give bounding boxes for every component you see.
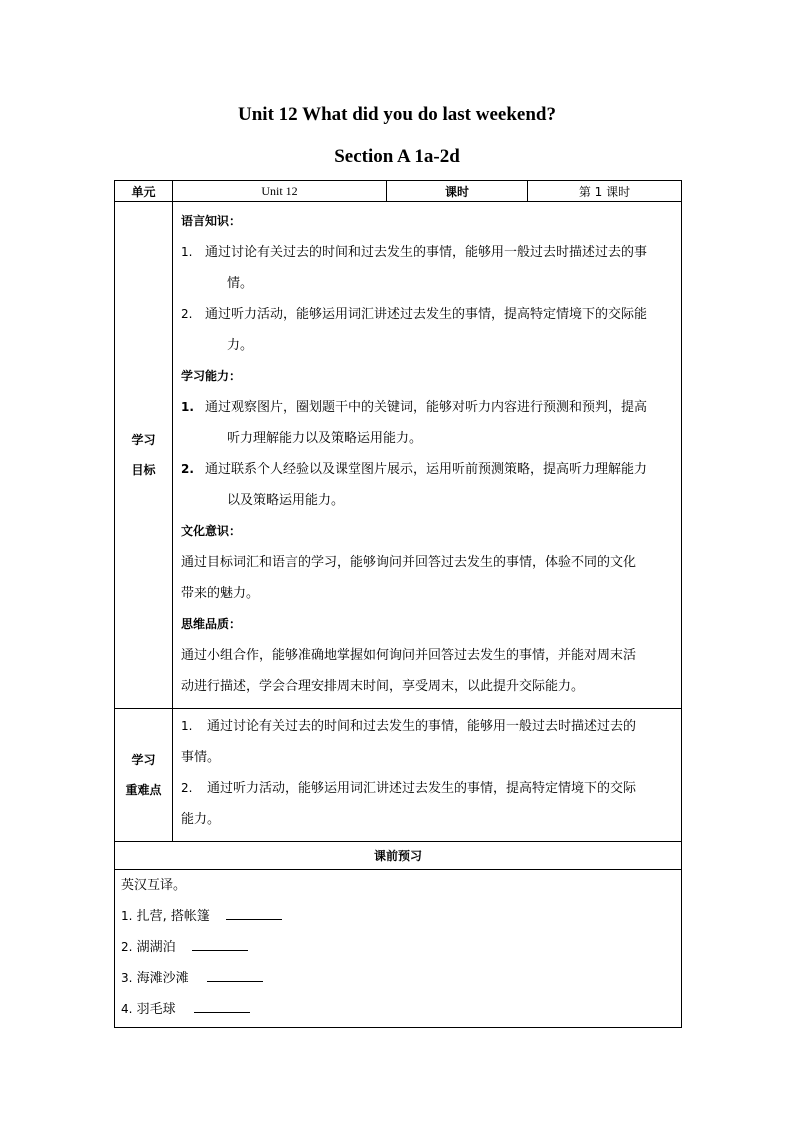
answer-blank[interactable] xyxy=(226,907,282,920)
answer-blank[interactable] xyxy=(207,969,263,982)
unit-label: 单元 xyxy=(115,181,173,202)
list-item: 2. 通过听力活动，能够运用词汇讲述过去发生的事情，提高特定情境下的交际能 力。 xyxy=(181,307,648,353)
preview-item: 2. 湖湖泊 xyxy=(121,932,675,963)
list-item: 2. 通过联系个人经验以及课堂图片展示，运用听前预测策略，提高听力理解能力 以及策略运用能力。 xyxy=(181,462,648,508)
preview-title-row xyxy=(115,842,682,870)
preview-instruction: 英汉互译。 xyxy=(121,878,187,893)
language-knowledge-heading: 语言知识： xyxy=(181,214,242,228)
list-item: 1. 通过讨论有关过去的时间和过去发生的事情，能够用一般过去时描述过去的事 情。 xyxy=(181,245,648,291)
keypoints-content xyxy=(173,709,682,842)
answer-blank[interactable] xyxy=(192,938,248,951)
preview-row xyxy=(115,870,682,1028)
answer-blank[interactable] xyxy=(194,1000,250,1013)
preview-title: 课前预习 xyxy=(115,842,682,870)
period-value: 第 1 课时 xyxy=(528,181,682,202)
culture-text: 通过目标词汇和语言的学习，能够询问并回答过去发生的事情，体验不同的文化 带来的魅力。 xyxy=(181,555,637,601)
keypoints-row xyxy=(115,709,682,842)
learning-ability-heading: 学习能力： xyxy=(181,369,242,383)
keypoints-side-label: 学习 重难点 xyxy=(115,709,173,842)
document-title: Unit 12 What did you do last weekend? xyxy=(238,104,556,125)
objectives-side-label: 学习 目标 xyxy=(115,202,173,709)
preview-item: 4. 羽毛球 xyxy=(121,994,675,1025)
header-row xyxy=(115,181,682,202)
list-item: 2. 通过听力活动，能够运用词汇讲述过去发生的事情，提高特定情境下的交际 能力。 xyxy=(181,781,637,827)
cultural-awareness-heading: 文化意识： xyxy=(181,524,242,538)
document-subtitle: Section A 1a-2d xyxy=(334,146,460,167)
preview-content xyxy=(115,870,682,1028)
list-item: 1. 通过观察图片，圈划题干中的关键词，能够对听力内容进行预测和预判，提高 听力理解能力以及策略运用能力。 xyxy=(181,400,648,446)
objectives-row xyxy=(115,202,682,709)
thinking-text: 通过小组合作，能够准确地掌握如何询问并回答过去发生的事情，并能对周末活 动进行描述，学会合理安排周末时间，享受周末，以此提升交际能力。 xyxy=(181,648,637,694)
unit-value: Unit 12 xyxy=(173,181,387,202)
period-label: 课时 xyxy=(387,181,528,202)
preview-item: 1. 扎营, 搭帐篷 xyxy=(121,901,675,932)
list-item: 1. 通过讨论有关过去的时间和过去发生的事情，能够用一般过去时描述过去的 事情。 xyxy=(181,719,637,765)
preview-item: 3. 海滩沙滩 xyxy=(121,963,675,994)
lesson-plan-table xyxy=(114,180,682,1028)
thinking-quality-heading: 思维品质： xyxy=(181,617,242,631)
objectives-content xyxy=(173,202,682,709)
